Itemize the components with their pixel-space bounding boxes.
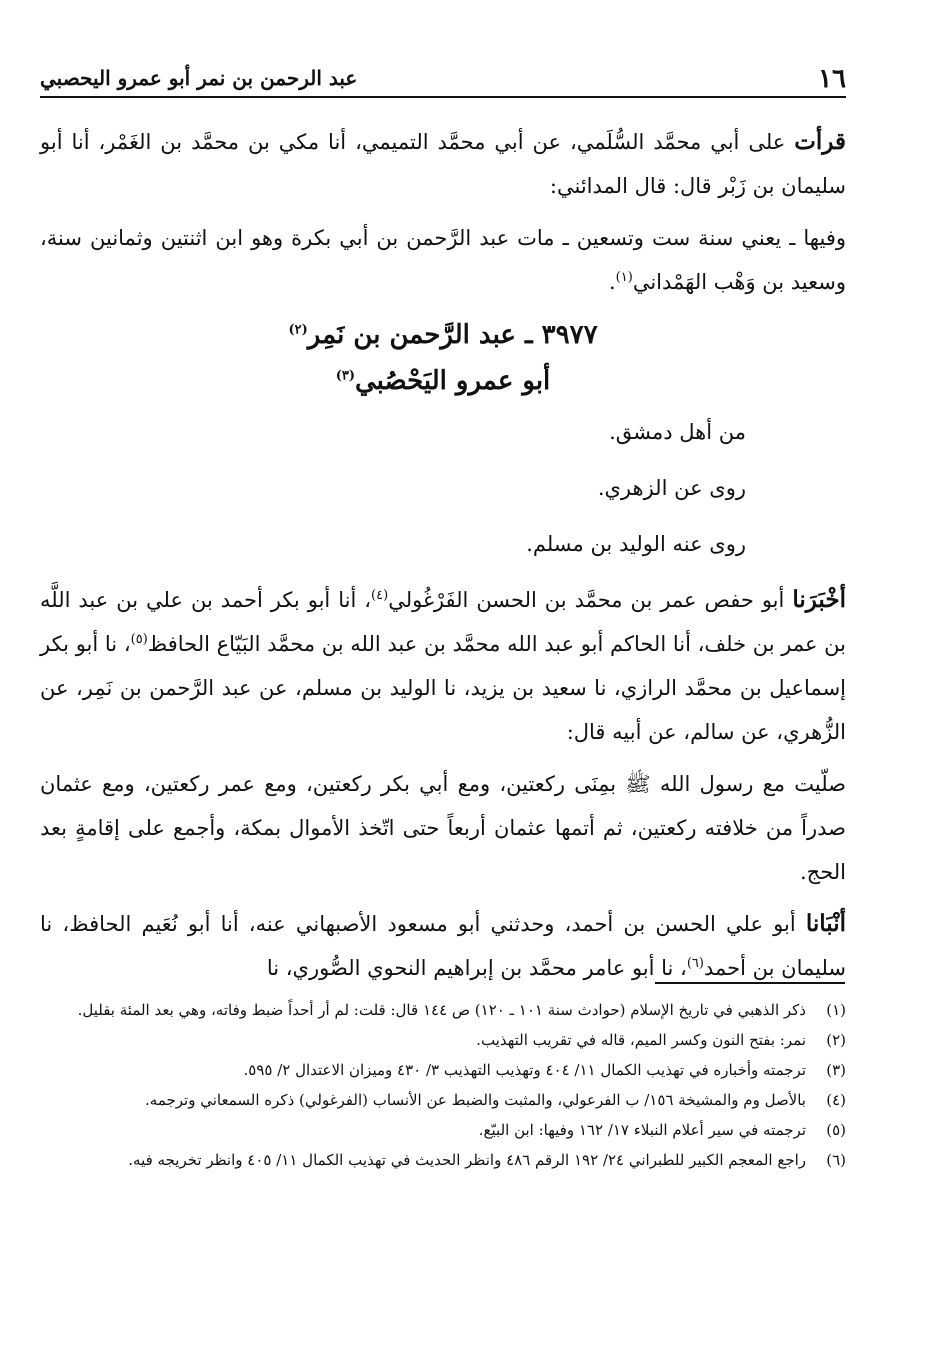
paragraph-end: . [608,270,616,294]
footnote-text: نمر: بفتح النون وكسر الميم، قاله في تقريب التهذيب. [476,1031,806,1049]
page-header [40,62,846,98]
paragraph-death-note [40,216,846,304]
footnote-separator [655,982,845,984]
footnote-item [40,1118,846,1142]
footnote-item [40,1148,846,1172]
footnote-ref: (١) [615,270,633,285]
isnad-keyword: أخْبَرَنا [792,586,846,613]
footnote-number: (٢) [826,1031,846,1049]
entry-heading-line-1 [40,312,846,358]
footnote-item [40,1088,846,1112]
paragraph-text: أبو حفص عمر بن محمَّد بن الحسن الفَرْغُولي [388,588,785,612]
footnote-number: (٦) [826,1151,846,1169]
isnad-keyword: أنْبَانا [805,910,846,937]
footnote-text: ذكر الذهبي في تاريخ الإسلام (حوادث سنة ١٠١ ـ ١٢٠) ص ١٤٤ قال: قلت: لم أر أحداً ضبط وفاته، وهي بعد المئة بقليل. [77,1001,806,1019]
entry-title: ٣٩٧٧ ـ عبد الرَّحمن بن نَمِر [307,320,598,350]
footnote-ref: (٢) [288,322,308,338]
footnote-item [40,998,846,1022]
paragraph-hadith: صلّيت مع رسول الله ﷺ بمِنَى ركعتين، ومع أبي بكر ركعتين، ومع عمر ركعتين، ومع عثمان صدراً من خلافته ركعتين، ثم أتمها عثمان أربعاً حتى اتّخذ الأموال بمكة، وأجمع على إقامةٍ بعد الحج. [40,772,846,884]
paragraph-text: على أبي محمَّد السُّلَمي، عن أبي محمَّد التميمي، أنا مكي بن محمَّد بن الغَمْر، أنا أبو سليمان بن زَبْر قال: قال المدائني: [40,130,846,198]
footnote-ref: (٣) [335,368,355,384]
page-number: ١٦ [818,64,846,94]
footnote-item [40,1028,846,1052]
entry-heading-line-2 [40,358,846,404]
footnote-ref: (٦) [686,956,704,971]
footnote-number: (٣) [826,1061,846,1079]
paragraph-text: أبو علي الحسن بن أحمد، وحدثني أبو مسعود الأصبهاني عنه، أنا أبو نُعَيم الحافظ، نا سليمان بن أحمد [40,912,846,980]
footnote-item [40,1058,846,1082]
paragraph-isnad-1 [40,120,846,208]
running-title: عبد الرحمن بن نمر أبو عمرو اليحصبي [40,66,358,90]
footnote-number: (١) [826,1001,846,1019]
paragraph-isnad-3 [40,902,846,990]
paragraph-text: ، أنا أبو بكر أحمد بن علي بن عبد اللَّه بن عمر بن خلف، أنا الحاكم أبو عبد الله محمَّد بن عبد الله بن محمَّد البَيّاع الحافظ [40,588,847,656]
paragraph-text: ، نا أبو بكر إسماعيل بن محمَّد الرازي، نا سعيد بن يزيد، نا الوليد بن مسلم، عن عبد الرَّحمن بن نَمِر، عن الزُّهري، عن سالم، عن أبيه قال: [40,632,846,744]
footnote-number: (٤) [826,1091,846,1109]
footnote-ref: (٤) [371,588,389,603]
footnote-text: راجع المعجم الكبير للطبراني ٢٤/ ١٩٢ الرقم ٤٨٦ وانظر الحديث في تهذيب الكمال ١١/ ٤٠٥ وانظر تخريجه فيه. [128,1151,806,1169]
paragraph-isnad-2 [40,578,846,754]
footnote-number: (٥) [826,1121,846,1139]
isnad-keyword: قرأت [794,128,846,155]
line-origin: من أهل دمشق. [609,420,746,444]
footnote-ref: (٥) [130,632,148,647]
footnote-text: ترجمته في سير أعلام النبلاء ١٧/ ١٦٢ وفيها: ابن البيّع. [478,1121,806,1139]
main-text [40,120,846,998]
paragraph-text: وفيها ـ يعني سنة ست وتسعين ـ مات عبد الرَّحمن بن أبي بكرة وهو ابن اثنتين وثمانين سنة، وسعيد بن وَهْب الهَمْداني [40,226,846,294]
entry-heading [40,312,846,404]
line-narrated-by: روى عنه الوليد بن مسلم. [526,532,746,556]
entry-kunya: أبو عمرو اليَحْصُبي [355,366,551,396]
footnote-text: ترجمته وأخباره في تهذيب الكمال ١١/ ٤٠٤ وتهذيب التهذيب ٣/ ٤٣٠ وميزان الاعتدال ٢/ ٥٩٥. [243,1061,806,1079]
footnotes [40,998,846,1178]
paragraph-text: ، نا أبو عامر محمَّد بن إبراهيم النحوي الصُّوري، نا [266,956,687,980]
footnote-text: بالأصل وم والمشيخة ١٥٦/ ب الفرعولي، والمثبت والضبط عن الأنساب (الفرغولي) ذكره السمعاني وترجمه. [145,1091,806,1109]
line-narrated-from: روى عن الزهري. [597,476,746,500]
